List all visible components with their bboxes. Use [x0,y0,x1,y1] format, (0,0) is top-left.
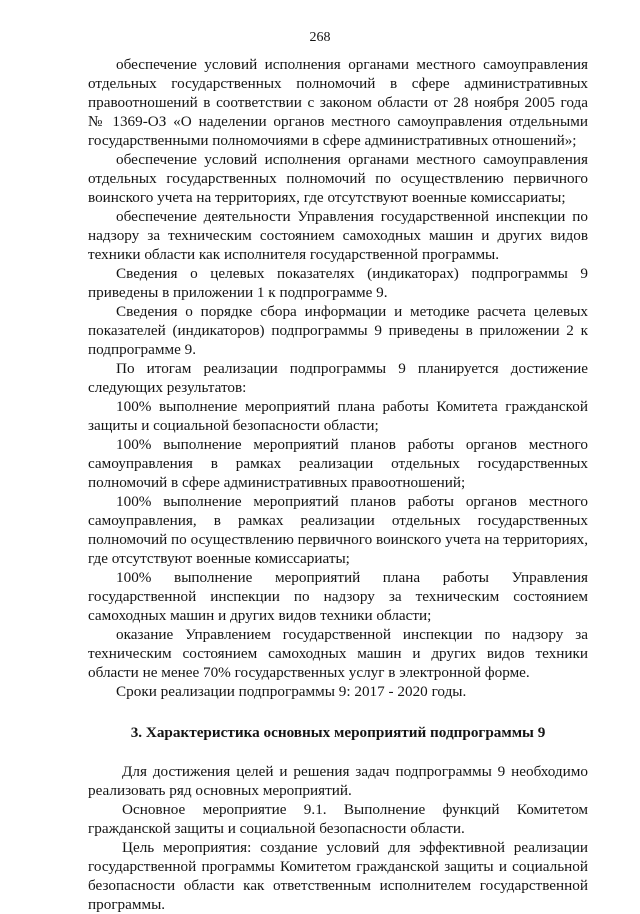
paragraph: Цель мероприятия: создание условий для эффективной реализации государственной программы Комитетом гражданской защиты и социальной безопасности области как ответственным исполнителем государственной программы. [88,839,588,913]
paragraph: обеспечение условий исполнения органами местного самоуправления отдельных государственных полномочий по осуществлению первичного воинского учета на территориях, где отсутствуют военные комиссариаты; [88,151,588,206]
paragraph: обеспечение деятельности Управления государственной инспекции по надзору за техническим состоянием самоходных машин и других видов техники области как исполнителя государственной программы. [88,208,588,263]
document-body [88,55,588,914]
paragraph: Основное мероприятие 9.1. Выполнение функций Комитетом гражданской защиты и социальной безопасности области. [88,801,588,837]
paragraph: 100% выполнение мероприятий планов работы органов местного самоуправления в рамках реализации отдельных государственных полномочий в сфере административных правоотношений; [88,436,588,491]
paragraph: По итогам реализации подпрограммы 9 планируется достижение следующих результатов: [88,360,588,396]
paragraph: Сведения о порядке сбора информации и методике расчета целевых показателей (индикаторов) подпрограммы 9 приведены в приложении 2 к подпрограмме 9. [88,303,588,358]
paragraph: 100% выполнение мероприятий плана работы Управления государственной инспекции по надзору за техническим состоянием самоходных машин и других видов техники области; [88,569,588,624]
paragraph: оказание Управлением государственной инспекции по надзору за техническим состоянием самоходных машин и других видов техники области не менее 70% государственных услуг в электронной форме. [88,626,588,681]
paragraph: 100% выполнение мероприятий планов работы органов местного самоуправления, в рамках реализации отдельных государственных полномочий по осуществлению первичного воинского учета на территориях, где отсутствуют военные комиссариаты; [88,493,588,567]
paragraph: Для достижения целей и решения задач подпрограммы 9 необходимо реализовать ряд основных мероприятий. [88,763,588,799]
paragraph: Сведения о целевых показателях (индикаторах) подпрограммы 9 приведены в приложении 1 к подпрограмме 9. [88,265,588,301]
paragraph: 100% выполнение мероприятий плана работы Комитета гражданской защиты и социальной безопасности области; [88,398,588,434]
paragraph: Сроки реализации подпрограммы 9: 2017 - 2020 годы. [116,683,467,700]
section-heading: 3. Характеристика основных мероприятий подпрограммы 9 [130,724,546,741]
paragraph: обеспечение условий исполнения органами местного самоуправления отдельных государственных полномочий в сфере административных правоотношений в соответствии с законом области от 28 ноября 2005 года № 1369-ОЗ «О наделении органов местного самоуправления отдельными государственными полномочиями в сфере административных отношений»; [88,56,588,149]
page-number: 268 [309,30,331,45]
